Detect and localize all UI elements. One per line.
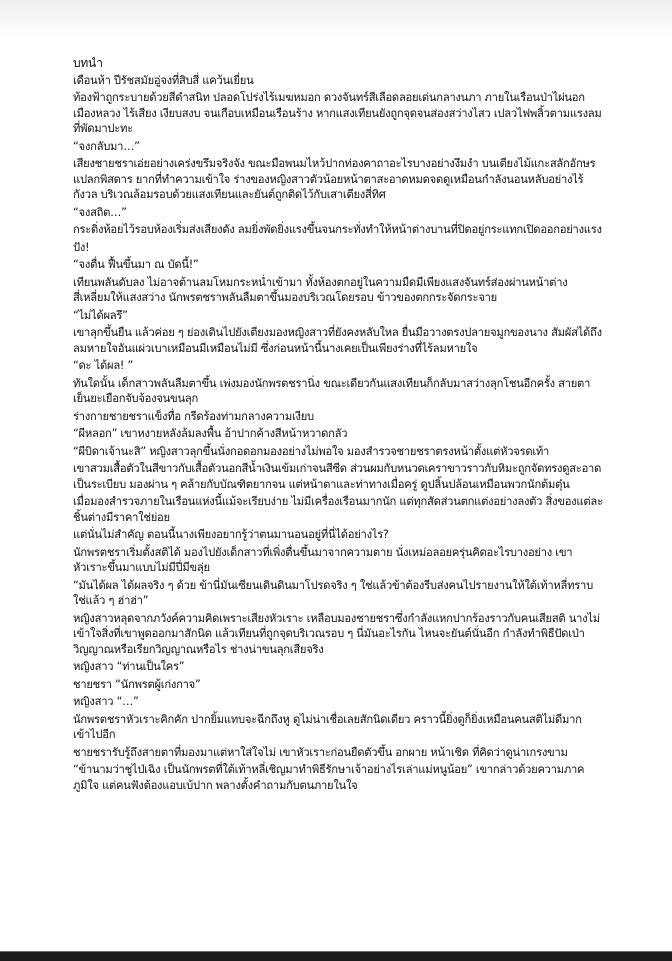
paragraph: ท้องฟ้าถูกระบายด้วยสีดำสนิท ปลอดโปร่งไร้เมฆหมอก ดวงจันทร์สีเลือดลอยเด่นกลางนภา ภายในเรือนป่าไผ่นอกเมืองหลวง ไร้เสียง เงียบสงบ จนเกือบเหมือนเรือนร้าง หากแสงเทียนยังถูกจุดจนส่องสว่างไสว เปลวไฟพลิ้วตามแรงลมที่พัดมาปะทะ: [73, 91, 602, 135]
paragraph: เทียนพลันดับลง ไม่อาจต้านลมโหมกระหน่ำเข้ามา ทั้งห้องตกอยู่ในความมืดมีเพียงแสงจันทร์ส่องผ่านหน้าต่างสี่เหลี่ยมให้แสงสว่าง นักพรตชราพลันลืมตาขึ้นมองบริเวณโดยรอบ ข้าวของตกกระจัดกระจาย: [73, 275, 568, 304]
paragraph: แต่นั่นไม่สำคัญ ตอนนี้นางเพียงอยากรู้ว่าตนมานอนอยู่ที่นี่ได้อย่างไร?: [73, 528, 389, 541]
paragraph: เขาสวมเสื้อตัวในสีขาวกับเสื้อตัวนอกสีน้ำเงินเข้มเก่าจนสีซีด ส่วนผมกับหนวดเคราขาวราวกับหิมะถูกจัดทรงดูสะอาดเป็นระเบียบ มองผ่าน ๆ คล้ายกับบัณฑิตยากจน แต่หน้าตาและท่าทางเมื่อครู่ ดูปลิ้นปล้อนเหมือนพวกนักต้มตุ๋น: [73, 462, 602, 491]
paragraph: เขาลุกขึ้นยืน แล้วค่อย ๆ ย่องเดินไปยังเตียงมองหญิงสาวที่ยังคงหลับใหล ยื่นมือวางตรงปลายจมูกของนาง สัมผัสได้ถึงลมหายใจอันแผ่วเบาเหมือนมีเหมือนไม่มี ซึ่งก่อนหน้านี้นางเคยเป็นเพียงร่างที่ไร้ลมหายใจ: [73, 326, 602, 355]
paragraph: หญิงสาว “ท่านเป็นใคร”: [73, 660, 185, 673]
paragraph: หญิงสาว “…”: [73, 695, 139, 708]
paragraph: “จงสถิต…”: [73, 205, 127, 219]
paragraph: “ไม่ได้ผลรึ”: [73, 308, 128, 322]
paragraph: “จงตื่น ฟื้นขึ้นมา ณ บัดนี้!”: [73, 258, 199, 271]
paragraph: นักพรตชราหัวเราะคิกคัก ปากยิ้มแทบจะฉีกถึงหู ดูไม่น่าเชื่อเลยสักนิดเดียว คราวนี้ยิ่งดูก็ยิ่งเหมือนคนสติไม่ดีมากเข้าไปอีก: [73, 712, 582, 741]
paragraph: “ผีบิดาเจ้านะสิ” หญิงสาวลุกขึ้นนั่งกอดอกมองอย่างไม่พอใจ มองสำรวจชายชราตรงหน้าตั้งแต่หัวจรดเท้า: [73, 444, 550, 458]
paragraph: “จงกลับมา…”: [73, 139, 140, 153]
paragraph: “ข้านามว่าชูไป่เฉิง เป็นนักพรตที่ใต้เท้าหลี่เชิญมาทำพิธีรักษาเจ้าอย่างไรเล่าแม่หนูน้อย” เขากล่าวด้วยความภาคภูมิใจ แต่คนฟังต้องแอบเบ้ปาก พลางตั้งคำถามกับตนภายในใจ: [73, 763, 585, 792]
chapter-title: บทนำ: [73, 56, 103, 70]
paragraph: “มันได้ผล ได้ผลจริง ๆ ด้วย ข้านี่มันเซียนเดินดินมาโปรดจริง ๆ ใช่แล้วข้าต้องรีบส่งคนไปรายงานให้ใต้เท้าหลี่ทราบ ใช่แล้ว ๆ ฮ่าฮ่า”: [73, 578, 593, 607]
top-shadow: [0, 0, 672, 40]
paragraph: ชายชรา “นักพรตผู้เก่งกาจ”: [73, 677, 201, 691]
paragraph: กระดิ่งห้อยไว้รอบห้องเริ่มส่งเสียงดัง ลมยิ่งพัดยิ่งแรงขึ้นจนกระทั่งทำให้หน้าต่างบานที่ปิดอยู่กระแทกเปิดออกอย่างแรง: [73, 223, 602, 236]
paragraph: “ผีหลอก” เขาหงายหลังล้มลงพื้น อ้าปากค้างสีหน้าหวาดกลัว: [73, 427, 348, 440]
paragraph: เมื่อมองสำรวจภายในเรือนแห่งนี้แม้จะเรียบง่าย ไม่มีเครื่องเรือนมากนัก แต่ทุกสัดส่วนตกแต่งอย่างลงตัว สิ่งของแต่ละชิ้นต่างมีราคาใช่ย่อย: [73, 495, 603, 524]
paragraph: ชายชรารับรู้ถึงสายตาที่มองมาแต่หาใส่ใจไม่ เขาหัวเราะก่อนยืดตัวขึ้น อกผาย หน้าเชิด ที่คิดว่าดูน่าเกรงขาม: [73, 745, 568, 759]
paragraph: นักพรตชราเริ่มตั้งสติได้ มองไปยังเด็กสาวที่เพิ่งตื่นขึ้นมาจากความตาย นั่งเหม่อลอยครุ่นคิดอะไรบางอย่าง เขาหัวเราะขึ้นมาแบบไม่มีปี่มีขลุ่ย: [73, 545, 573, 574]
paragraph: เดือนห้า ปีรัชสมัยอู่จงที่สิบสี่ แคว้นเยี่ยน: [73, 73, 254, 87]
document-body: [73, 56, 603, 795]
paragraph: เสียงชายชราเอ่ยอย่างเคร่งขรึมจริงจัง ขณะมือพนมไหว้ปากท่องคาถาอะไรบางอย่างงึมงำ บนเตียงไม้แกะสลักอักษรแปลกพิสดาร ยากที่ทำความเข้าใจ ร่างของหญิงสาวตัวน้อยหน้าตาสะอาดหมดจดดูเหมือนกำลังนอนหลับอย่างไร้กังวล บริเวณล้อมรอบด้วยแสงเทียนและยันต์ถูกติดไว้กับเสาเตียงสี่ทิศ: [73, 157, 596, 201]
paragraph: “ดะ ได้ผล! ”: [73, 359, 134, 372]
paragraph: ปัง!: [73, 240, 90, 254]
paragraph: ร่างกายชายชราแข็งทื่อ กรีดร้องท่ามกลางความเงียบ: [73, 409, 314, 423]
paragraph: ทันใดนั้น เด็กสาวพลันลืมตาขึ้น เพ่งมองนักพรตชรานิ่ง ขณะเดียวกันแสงเทียนก็กลับมาสว่างลุกโชนอีกครั้ง สายตาเย็นยะเยือกจับจ้องจนขนลุก: [73, 376, 591, 405]
paragraph: หญิงสาวหลุดจากภวังค์ความคิดเพราะเสียงหัวเราะ เหลือบมองชายชราซึ่งกำลังแหกปากร้องราวกับคนเสียสติ นางไม่เข้าใจสิ่งที่เขาพูดออกมาสักนิด แล้วเทียนที่ถูกจุดบริเวณรอบ ๆ นี่มันอะไรกัน ไหนจะยันต์นั่นอีก กำลังทำพิธีปัดเป่าวิญญาณหรือเรียกวิญญาณหรือไร ช่างน่าขนลุกเสียจริง: [73, 611, 600, 656]
